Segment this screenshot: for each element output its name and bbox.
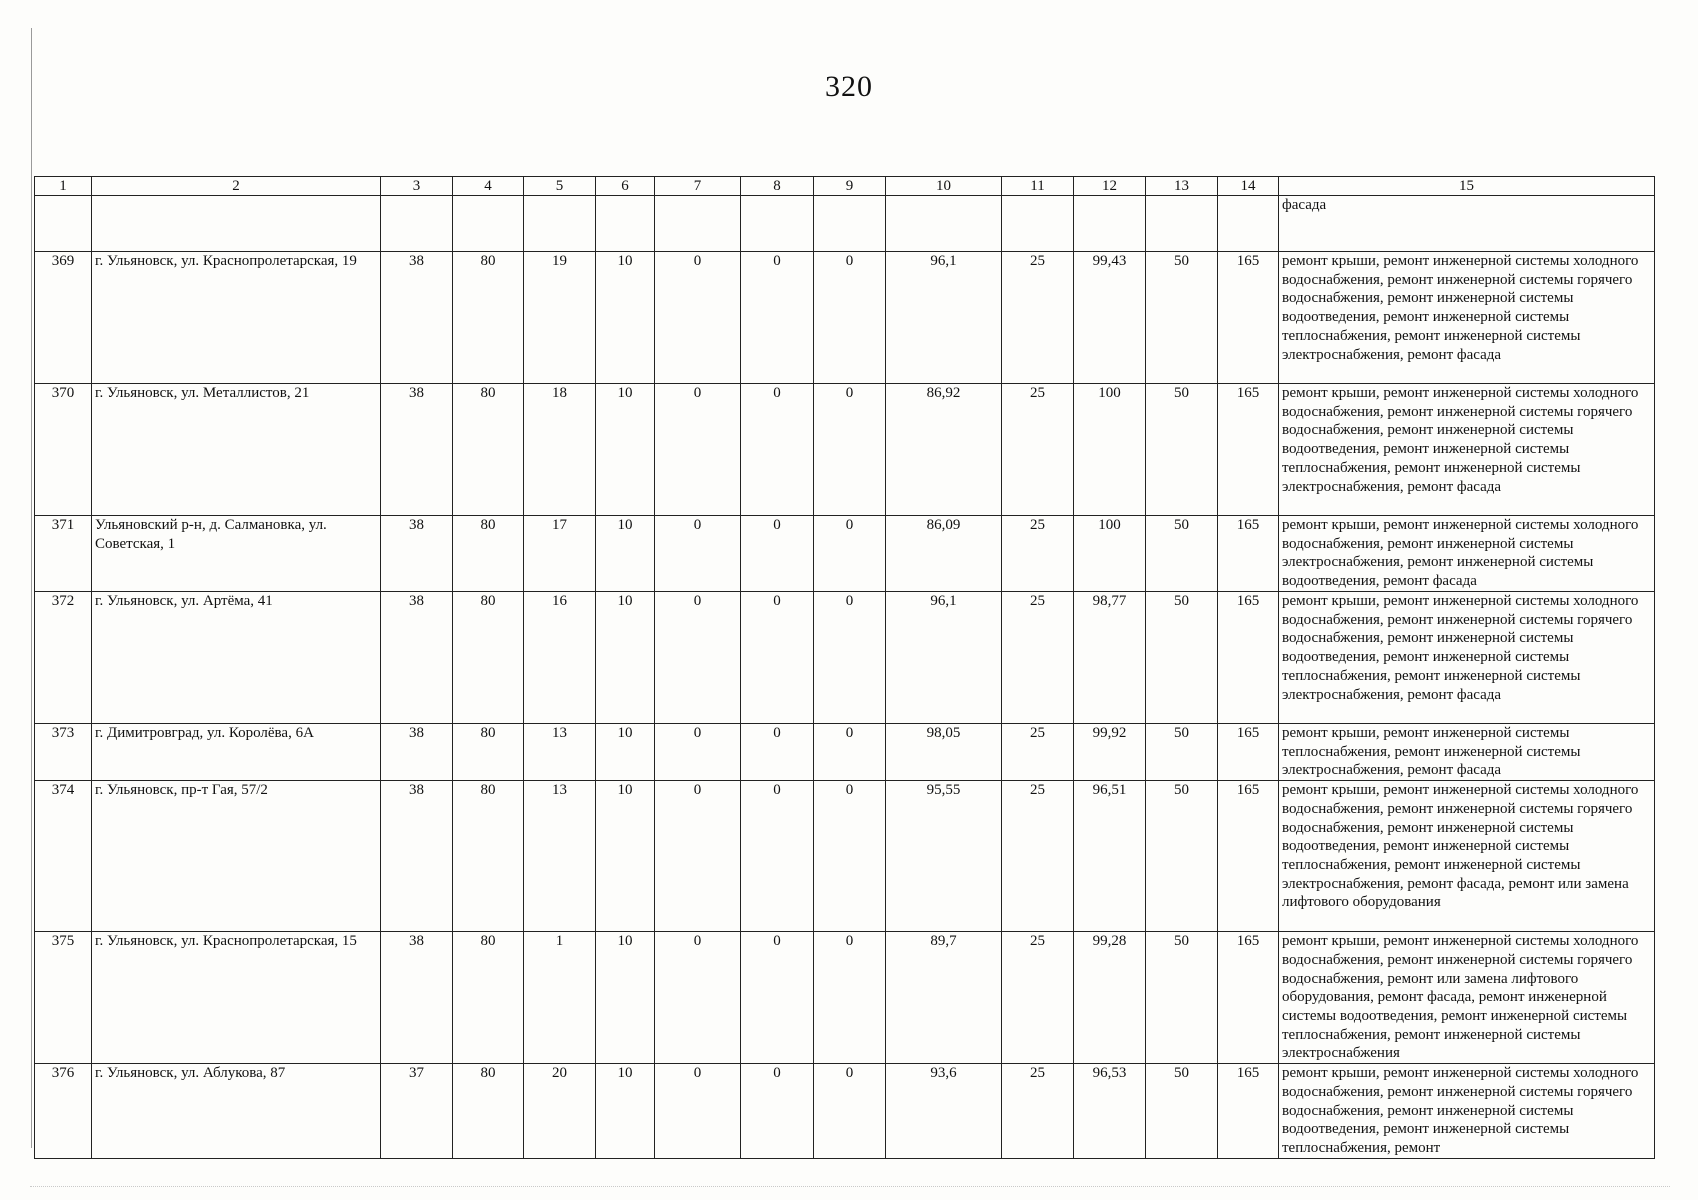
cell-col-9: 0 <box>814 516 886 592</box>
cell-col-12: 100 <box>1074 384 1146 516</box>
cell-address: г. Ульяновск, ул. Артёма, 41 <box>92 592 381 724</box>
cell-col-4: 80 <box>453 252 524 384</box>
cell-address: г. Ульяновск, ул. Аблукова, 87 <box>92 1064 381 1159</box>
cell-col-8: 0 <box>741 781 814 932</box>
cell-col-7: 0 <box>655 932 741 1064</box>
cell-col-11 <box>1002 196 1074 252</box>
cell-work-types: ремонт крыши, ремонт инженерной системы холодного водоснабжения, ремонт инженерной системы горячего водоснабжения, ремонт инженерной системы водоотведения, ремонт инженерной системы теплоснабжения, ремонт инженерной системы электроснабжения, ремонт фасада <box>1279 592 1655 724</box>
cell-row-number: 373 <box>35 724 92 781</box>
cell-row-number: 370 <box>35 384 92 516</box>
cell-col-6: 10 <box>596 1064 655 1159</box>
column-header-12: 12 <box>1074 177 1146 196</box>
cell-col-3 <box>381 196 453 252</box>
cell-col-6: 10 <box>596 781 655 932</box>
cell-col-12: 100 <box>1074 516 1146 592</box>
table-row <box>35 724 1655 781</box>
table-row <box>35 592 1655 724</box>
cell-col-3: 38 <box>381 384 453 516</box>
cell-col-5: 20 <box>524 1064 596 1159</box>
cell-col-5: 19 <box>524 252 596 384</box>
cell-col-8: 0 <box>741 1064 814 1159</box>
cell-col-14 <box>1218 196 1279 252</box>
cell-col-10: 96,1 <box>886 252 1002 384</box>
cell-col-9 <box>814 196 886 252</box>
cell-col-14: 165 <box>1218 781 1279 932</box>
cell-col-11: 25 <box>1002 384 1074 516</box>
cell-row-number: 371 <box>35 516 92 592</box>
cell-col-13: 50 <box>1146 384 1218 516</box>
table-row <box>35 384 1655 516</box>
cell-col-11: 25 <box>1002 592 1074 724</box>
cell-col-12: 99,28 <box>1074 932 1146 1064</box>
cell-row-number: 375 <box>35 932 92 1064</box>
cell-col-10: 89,7 <box>886 932 1002 1064</box>
cell-work-types: ремонт крыши, ремонт инженерной системы холодного водоснабжения, ремонт инженерной системы горячего водоснабжения, ремонт инженерной системы водоотведения, ремонт инженерной системы теплоснабжения, ремонт инженерной системы электроснабжения, ремонт фасада <box>1279 252 1655 384</box>
cell-address: г. Ульяновск, ул. Металлистов, 21 <box>92 384 381 516</box>
cell-col-12: 99,92 <box>1074 724 1146 781</box>
cell-work-types: ремонт крыши, ремонт инженерной системы теплоснабжения, ремонт инженерной системы электроснабжения, ремонт фасада <box>1279 724 1655 781</box>
cell-col-7: 0 <box>655 781 741 932</box>
cell-col-11: 25 <box>1002 1064 1074 1159</box>
cell-work-types: ремонт крыши, ремонт инженерной системы холодного водоснабжения, ремонт инженерной системы горячего водоснабжения, ремонт инженерной системы водоотведения, ремонт инженерной системы теплоснабжения, ремонт <box>1279 1064 1655 1159</box>
cell-address: Ульяновский р-н, д. Салмановка, ул. Советская, 1 <box>92 516 381 592</box>
cell-col-11: 25 <box>1002 781 1074 932</box>
scan-artifact-line <box>30 1186 1670 1188</box>
cell-col-12: 98,77 <box>1074 592 1146 724</box>
cell-col-14: 165 <box>1218 1064 1279 1159</box>
cell-col-3: 38 <box>381 932 453 1064</box>
column-header-6: 6 <box>596 177 655 196</box>
cell-col-9: 0 <box>814 384 886 516</box>
cell-col-3: 38 <box>381 592 453 724</box>
cell-col-14: 165 <box>1218 592 1279 724</box>
cell-col-4: 80 <box>453 932 524 1064</box>
cell-col-13: 50 <box>1146 516 1218 592</box>
cell-row-number <box>35 196 92 252</box>
cell-col-10: 95,55 <box>886 781 1002 932</box>
cell-row-number: 369 <box>35 252 92 384</box>
cell-col-9: 0 <box>814 592 886 724</box>
table-row <box>35 1064 1655 1159</box>
table-row <box>35 932 1655 1064</box>
cell-col-10: 93,6 <box>886 1064 1002 1159</box>
cell-col-9: 0 <box>814 1064 886 1159</box>
cell-col-10 <box>886 196 1002 252</box>
cell-col-14: 165 <box>1218 252 1279 384</box>
column-header-10: 10 <box>886 177 1002 196</box>
cell-col-8: 0 <box>741 516 814 592</box>
column-header-11: 11 <box>1002 177 1074 196</box>
cell-col-7 <box>655 196 741 252</box>
table-row <box>35 516 1655 592</box>
cell-col-5: 17 <box>524 516 596 592</box>
cell-col-13: 50 <box>1146 592 1218 724</box>
repair-program-table <box>34 176 1655 1159</box>
cell-col-8 <box>741 196 814 252</box>
cell-row-number: 374 <box>35 781 92 932</box>
cell-col-9: 0 <box>814 724 886 781</box>
cell-col-3: 37 <box>381 1064 453 1159</box>
cell-work-types: ремонт крыши, ремонт инженерной системы холодного водоснабжения, ремонт инженерной системы горячего водоснабжения, ремонт инженерной системы водоотведения, ремонт инженерной системы теплоснабжения, ремонт инженерной системы электроснабжения, ремонт фасада, ремонт или замена лифтового оборудования <box>1279 781 1655 932</box>
column-header-14: 14 <box>1218 177 1279 196</box>
cell-col-10: 96,1 <box>886 592 1002 724</box>
cell-col-5: 1 <box>524 932 596 1064</box>
cell-col-5: 13 <box>524 724 596 781</box>
page-number: 320 <box>825 70 873 103</box>
cell-col-6 <box>596 196 655 252</box>
cell-row-number: 372 <box>35 592 92 724</box>
cell-address: г. Ульяновск, ул. Краснопролетарская, 15 <box>92 932 381 1064</box>
cell-col-9: 0 <box>814 252 886 384</box>
cell-address: г. Димитровград, ул. Королёва, 6А <box>92 724 381 781</box>
cell-col-7: 0 <box>655 252 741 384</box>
cell-col-13: 50 <box>1146 781 1218 932</box>
cell-col-4: 80 <box>453 1064 524 1159</box>
cell-col-8: 0 <box>741 252 814 384</box>
cell-col-13: 50 <box>1146 932 1218 1064</box>
cell-col-4: 80 <box>453 724 524 781</box>
cell-col-14: 165 <box>1218 932 1279 1064</box>
cell-col-5: 13 <box>524 781 596 932</box>
cell-col-14: 165 <box>1218 724 1279 781</box>
page-margin-rule <box>31 28 32 1148</box>
column-header-8: 8 <box>741 177 814 196</box>
cell-col-7: 0 <box>655 384 741 516</box>
cell-col-10: 86,92 <box>886 384 1002 516</box>
table-row <box>35 781 1655 932</box>
cell-work-types: фасада <box>1279 196 1655 252</box>
cell-col-13 <box>1146 196 1218 252</box>
cell-col-12: 96,53 <box>1074 1064 1146 1159</box>
column-header-9: 9 <box>814 177 886 196</box>
cell-col-7: 0 <box>655 592 741 724</box>
cell-col-6: 10 <box>596 932 655 1064</box>
cell-col-4 <box>453 196 524 252</box>
cell-col-3: 38 <box>381 252 453 384</box>
cell-address: г. Ульяновск, ул. Краснопролетарская, 19 <box>92 252 381 384</box>
column-header-5: 5 <box>524 177 596 196</box>
cell-col-14: 165 <box>1218 384 1279 516</box>
cell-col-11: 25 <box>1002 724 1074 781</box>
column-header-1: 1 <box>35 177 92 196</box>
cell-col-7: 0 <box>655 1064 741 1159</box>
cell-col-6: 10 <box>596 724 655 781</box>
cell-col-12 <box>1074 196 1146 252</box>
cell-col-5: 16 <box>524 592 596 724</box>
table-header-row <box>35 177 1655 196</box>
cell-work-types: ремонт крыши, ремонт инженерной системы холодного водоснабжения, ремонт инженерной системы электроснабжения, ремонт инженерной системы водоотведения, ремонт фасада <box>1279 516 1655 592</box>
cell-col-4: 80 <box>453 781 524 932</box>
cell-col-11: 25 <box>1002 516 1074 592</box>
cell-address <box>92 196 381 252</box>
cell-col-4: 80 <box>453 592 524 724</box>
cell-row-number: 376 <box>35 1064 92 1159</box>
cell-address: г. Ульяновск, пр-т Гая, 57/2 <box>92 781 381 932</box>
column-header-15: 15 <box>1279 177 1655 196</box>
cell-col-13: 50 <box>1146 1064 1218 1159</box>
cell-col-10: 98,05 <box>886 724 1002 781</box>
cell-col-3: 38 <box>381 724 453 781</box>
column-header-13: 13 <box>1146 177 1218 196</box>
cell-col-9: 0 <box>814 932 886 1064</box>
cell-work-types: ремонт крыши, ремонт инженерной системы холодного водоснабжения, ремонт инженерной системы горячего водоснабжения, ремонт или замена лифтового оборудования, ремонт фасада, ремонт инженерной системы водоотведения, ремонт инженерной системы теплоснабжения, ремонт инженерной системы электроснабжения <box>1279 932 1655 1064</box>
cell-col-5: 18 <box>524 384 596 516</box>
cell-col-10: 86,09 <box>886 516 1002 592</box>
cell-work-types: ремонт крыши, ремонт инженерной системы холодного водоснабжения, ремонт инженерной системы горячего водоснабжения, ремонт инженерной системы водоотведения, ремонт инженерной системы теплоснабжения, ремонт инженерной системы электроснабжения, ремонт фасада <box>1279 384 1655 516</box>
cell-col-8: 0 <box>741 724 814 781</box>
cell-col-12: 96,51 <box>1074 781 1146 932</box>
cell-col-6: 10 <box>596 384 655 516</box>
cell-col-5 <box>524 196 596 252</box>
cell-col-4: 80 <box>453 516 524 592</box>
cell-col-6: 10 <box>596 252 655 384</box>
cell-col-13: 50 <box>1146 252 1218 384</box>
cell-col-8: 0 <box>741 932 814 1064</box>
cell-col-13: 50 <box>1146 724 1218 781</box>
cell-col-11: 25 <box>1002 932 1074 1064</box>
column-header-3: 3 <box>381 177 453 196</box>
cell-col-9: 0 <box>814 781 886 932</box>
cell-col-3: 38 <box>381 781 453 932</box>
cell-col-8: 0 <box>741 592 814 724</box>
column-header-7: 7 <box>655 177 741 196</box>
table-row <box>35 252 1655 384</box>
cell-col-7: 0 <box>655 724 741 781</box>
table-row <box>35 196 1655 252</box>
cell-col-3: 38 <box>381 516 453 592</box>
cell-col-11: 25 <box>1002 252 1074 384</box>
cell-col-6: 10 <box>596 592 655 724</box>
cell-col-6: 10 <box>596 516 655 592</box>
cell-col-12: 99,43 <box>1074 252 1146 384</box>
cell-col-14: 165 <box>1218 516 1279 592</box>
cell-col-8: 0 <box>741 384 814 516</box>
column-header-2: 2 <box>92 177 381 196</box>
column-header-4: 4 <box>453 177 524 196</box>
cell-col-4: 80 <box>453 384 524 516</box>
cell-col-7: 0 <box>655 516 741 592</box>
